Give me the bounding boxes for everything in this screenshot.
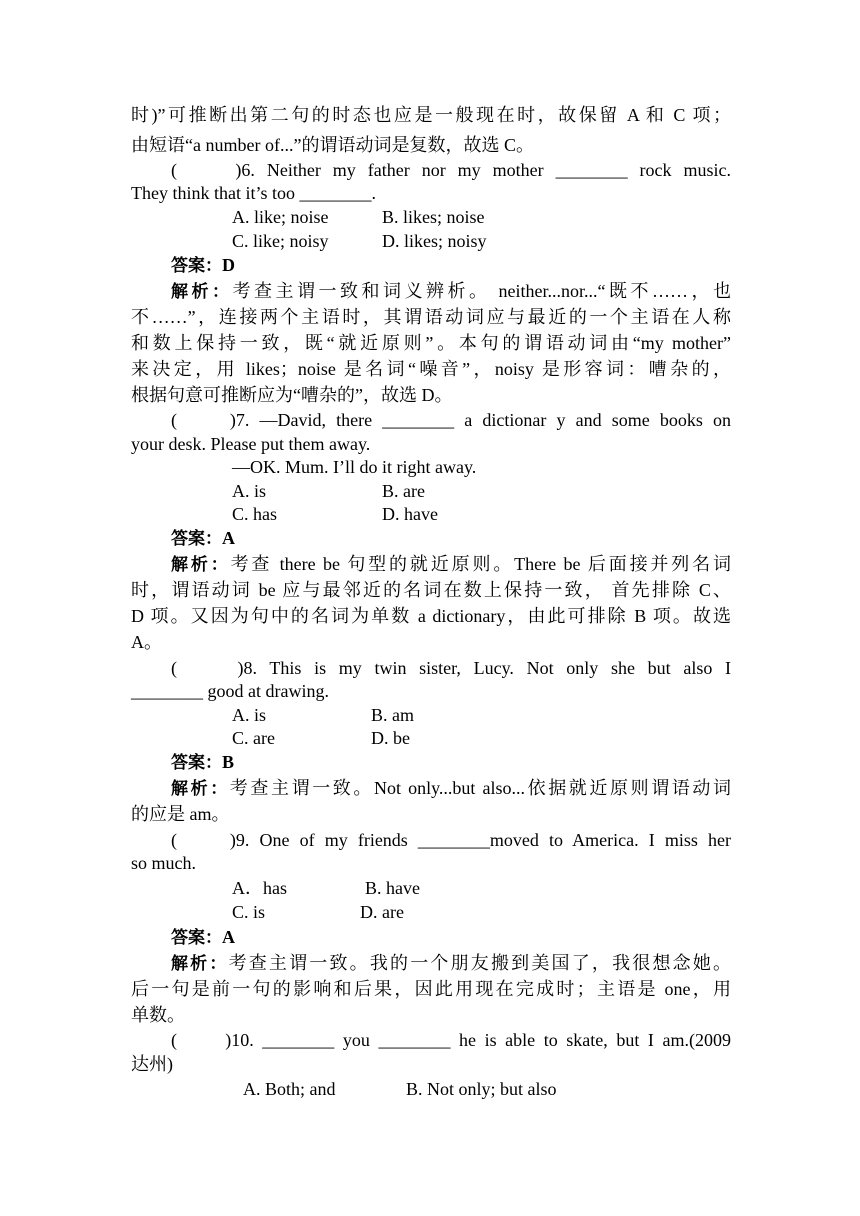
option-b: B. am (371, 705, 414, 725)
option-a: A. like; noise (232, 207, 329, 227)
question-8-options-ab (232, 703, 832, 727)
question-6-options-cd (232, 229, 832, 253)
explanation-label: 解析： (171, 954, 229, 974)
question-8-cont: ________ good at drawing. (131, 681, 329, 701)
question-6-options-ab (232, 205, 832, 229)
explanation-text: 考查主谓一致和词义辨析。 neither...nor...“既不……，也 (232, 281, 731, 301)
text-line: 来决定，用 likes；noise 是名词“噪音”，noisy 是形容词：嘈杂的， (131, 359, 731, 379)
explanation-label: 解析： (171, 555, 231, 575)
answer-8 (171, 750, 731, 775)
option-b: B. are (382, 481, 425, 501)
question-9-cont: so much. (131, 853, 196, 873)
text-line: 根据句意可推断应为“嘈杂的”，故选 D。 (131, 385, 453, 405)
text-line: 不……”，连接两个主语时，其谓语动词应与最近的一个主语在人称 (131, 307, 731, 327)
question-7-cont: your desk. Please put them away. (131, 434, 371, 454)
option-b: B. Not only; but also (406, 1079, 557, 1099)
text-line: 的应是 am。 (131, 804, 230, 824)
question-10-options-ab (243, 1077, 843, 1101)
option-a: A. is (232, 481, 267, 501)
question-9-options-ab (232, 876, 832, 900)
answer-value: A (222, 528, 235, 548)
text-line: 后一句是前一句的影响和后果，因此用现在完成时；主语是 one，用 (131, 979, 731, 999)
question-7-options-ab (232, 479, 832, 503)
explanation-text: 考查主谓一致。我的一个朋友搬到美国了，我很想念她。 (228, 953, 732, 973)
option-c: C. are (232, 728, 275, 748)
text-line: D 项。又因为句中的名词为单数 a dictionary，由此可排除 B 项。故选 (131, 606, 731, 626)
answer-label: 答案： (171, 928, 222, 948)
question-7-reply: —OK. Mum. I’ll do it right away. (232, 457, 477, 477)
answer-value: A (222, 927, 235, 947)
option-b: B. have (365, 878, 420, 898)
explanation-7 (171, 552, 731, 577)
text-line: 由短语“a number of...”的谓语动词是复数，故选 C。 (131, 135, 534, 155)
question-10: ( )10. ________ you ________ he is able to skate, but I am.(2009 (171, 1030, 731, 1050)
answer-7 (171, 526, 731, 551)
option-c: C. is (232, 902, 266, 922)
explanation-label: 解析： (171, 779, 230, 799)
option-b: B. likes; noise (382, 207, 485, 227)
text-line: A。 (131, 632, 162, 652)
option-d: D. have (382, 504, 438, 524)
question-7-options-cd (232, 502, 832, 526)
option-a: A. is (232, 705, 267, 725)
explanation-text: 考查主谓一致。Not only...but also...依据就近原则谓语动词 (229, 778, 731, 798)
question-9: ( )9. One of my friends ________moved to America. I miss her (171, 830, 731, 850)
text-line: 和数上保持一致，既“就近原则”。本句的谓语动词由“my mother” (131, 333, 731, 353)
question-6-cont: They think that it’s too ________. (131, 183, 376, 203)
explanation-label: 解析： (171, 282, 233, 302)
text-line: 时)”可推断出第二句的时态也应是一般现在时，故保留 A 和 C 项； (131, 105, 731, 125)
explanation-6 (171, 279, 731, 304)
option-c: C. has (232, 504, 277, 524)
answer-label: 答案： (171, 753, 222, 773)
option-a: A. Both; and (243, 1079, 336, 1099)
option-d: D. be (371, 728, 410, 748)
answer-label: 答案： (171, 256, 222, 276)
answer-value: D (222, 255, 235, 275)
text-line: 时，谓语动词 be 应与最邻近的名词在数上保持一致， 首先排除 C、 (131, 580, 731, 600)
question-10-cont: 达州) (131, 1054, 173, 1074)
answer-label: 答案： (171, 529, 222, 549)
explanation-8 (171, 776, 731, 801)
option-d: D. likes; noisy (382, 231, 487, 251)
option-d: D. are (360, 902, 404, 922)
question-8: ( )8. This is my twin sister, Lucy. Not only she but also I (171, 658, 731, 678)
question-7: ( )7. —David, there ________ a dictionar y and some books on (171, 410, 731, 430)
answer-6 (171, 253, 731, 278)
option-c: C. like; noisy (232, 231, 329, 251)
option-a: A．has (232, 878, 287, 898)
question-6: ( )6. Neither my father nor my mother ________ rock music. (171, 160, 731, 180)
question-8-options-cd (232, 726, 832, 750)
explanation-9 (171, 951, 731, 976)
question-9-options-cd (232, 900, 832, 924)
answer-value: B (222, 752, 235, 772)
text-line: 单数。 (131, 1005, 185, 1025)
answer-9 (171, 925, 731, 950)
explanation-text: 考查 there be 句型的就近原则。There be 后面接并列名词 (230, 554, 732, 574)
